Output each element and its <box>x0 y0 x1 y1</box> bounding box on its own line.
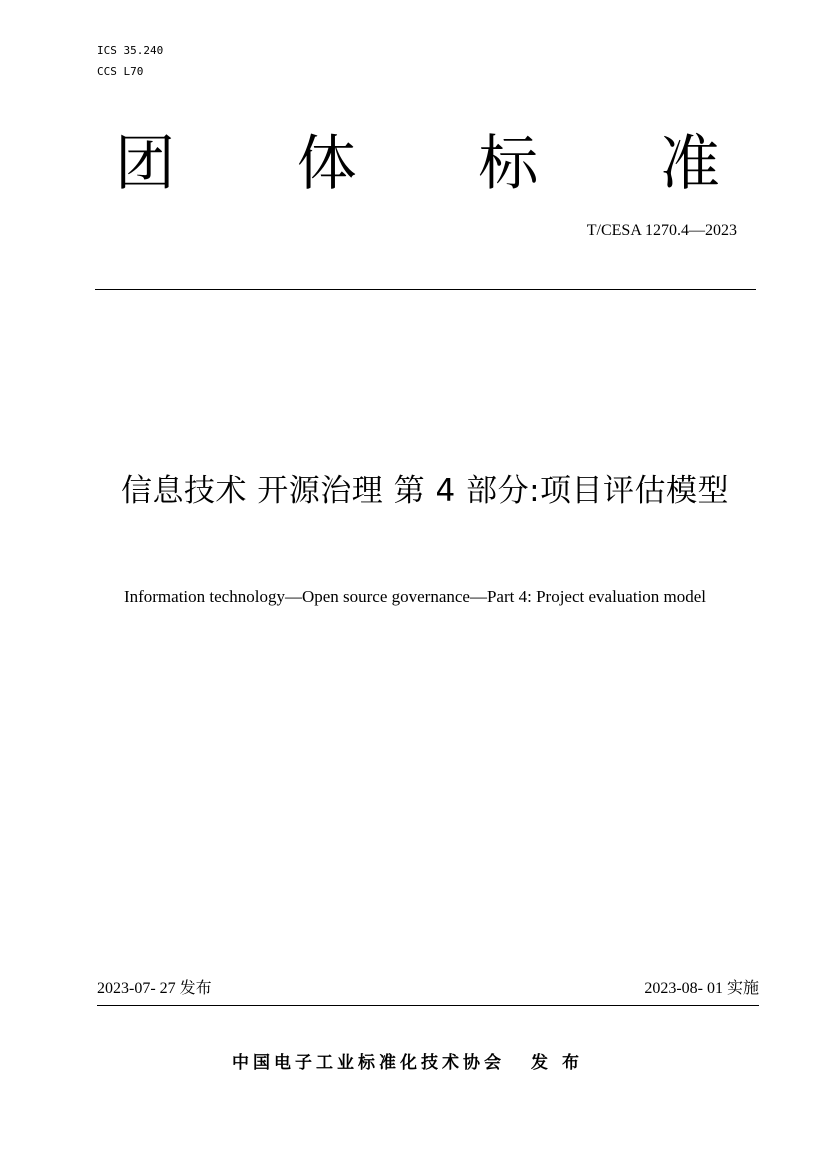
publish-action: 发 布 <box>531 1053 583 1073</box>
ics-code: ICS 35.240 <box>97 44 164 57</box>
top-divider <box>95 289 756 290</box>
publisher-line <box>0 1048 815 1073</box>
bottom-divider <box>97 1005 759 1006</box>
publisher-name: 中国电子工业标准化技术协会 <box>232 1053 506 1073</box>
standard-type-heading <box>115 124 720 204</box>
standard-type-char: 体 <box>296 129 357 199</box>
ccs-code: CCS L70 <box>97 65 144 78</box>
standard-type-char: 标 <box>478 129 539 199</box>
standard-number: T/CESA 1270.4—2023 <box>586 222 737 239</box>
chinese-title: 信息技术 开源治理 第 4 部分:项目评估模型 <box>120 473 730 509</box>
english-title: Information technology—Open source governance—Part 4: Project evaluation model <box>123 587 707 606</box>
implementation-date: 2023-08- 01 实施 <box>644 980 759 997</box>
standard-type-char: 团 <box>115 129 175 199</box>
classification-codes <box>97 40 163 82</box>
release-date: 2023-07- 27 发布 <box>97 980 212 997</box>
standard-type-char: 准 <box>659 129 720 199</box>
